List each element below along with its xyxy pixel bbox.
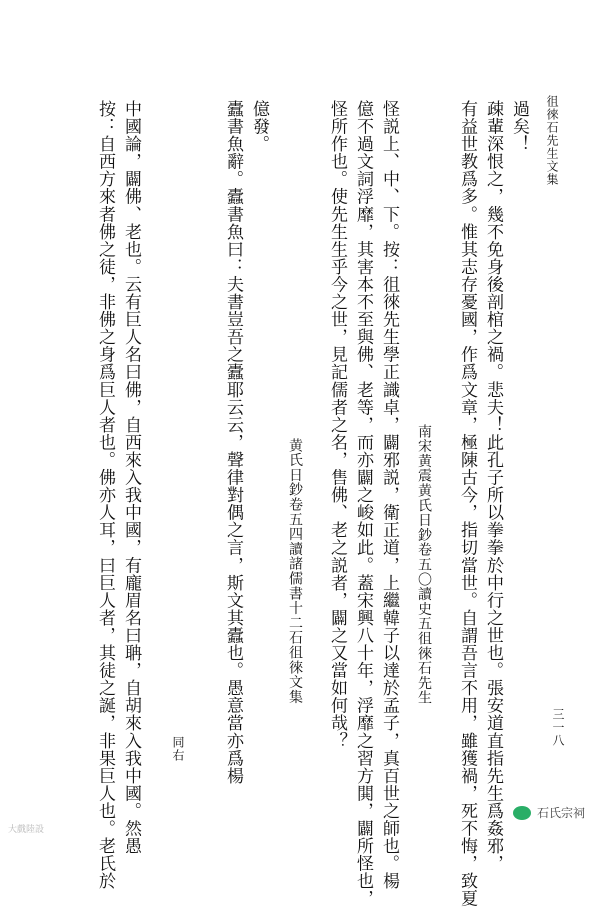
text-column-1: 過矣！ [509,100,529,153]
source-citation-2: 黄氏日鈔卷五四讀諸儒書十二石徂徠文集 [287,438,303,705]
text-column-7: 億發。 [249,100,269,153]
watermark-left: 大戲陸設 [8,825,45,835]
text-column-8: 蠹書魚辭。蠹書魚曰：夫書豈吾之蠹耶云云，聲律對偶之言，斯文其蠹也。愚意當亦爲楊 [223,100,243,785]
wechat-icon [513,806,531,820]
text-column-4: 怪説上、中、下。按：徂徠先生學正識卓，闢邪説，衛正道，上繼韓子以達於孟子，真百世之師也。楊 [379,100,399,890]
text-column-3: 有益世教爲多。惟其志存憂國，作爲文章，極陳古今，指切當世。自謂吾言不用，雖獲禍，死不悔，致夏 [457,100,477,907]
source-citation-3: 同右 [171,736,185,762]
watermark-right-text: 石氏宗祠 [536,806,585,820]
running-header-title: 徂徠石先生文集 [545,95,559,186]
text-column-10: 按：自西方來者佛之徒，非佛之身爲巨人者也。佛亦人耳，曰巨人者，其徒之誕，非果巨人也。老氏於 [95,100,115,890]
text-column-5: 億不過文詞浮靡，其害本不至與佛、老等，而亦闢之峻如此。蓋宋興八十年，浮靡之習方閧，闢所怪也， [353,100,373,907]
watermark-right [513,804,585,821]
page-number: 三一八 [551,708,565,747]
text-column-2: 疎輩深恨之，幾不免身後剖棺之禍。悲夫！此孔子所以拳拳於中行之世也。張安道直指先生爲姦邪， [483,100,503,873]
text-column-6: 怪所作也。使先生生乎今之世，見記儒者之名，售佛、老之説者，闢之又當如何哉？ [327,100,347,750]
source-citation-1: 南宋黄震黄氏日鈔卷五〇讀史五徂徠石先生 [416,424,432,706]
text-column-9: 中國論，闢佛、老也。云有巨人名曰佛，自西來入我中國，有龐眉名曰聃，自胡來入我中國。然愚 [121,100,141,855]
